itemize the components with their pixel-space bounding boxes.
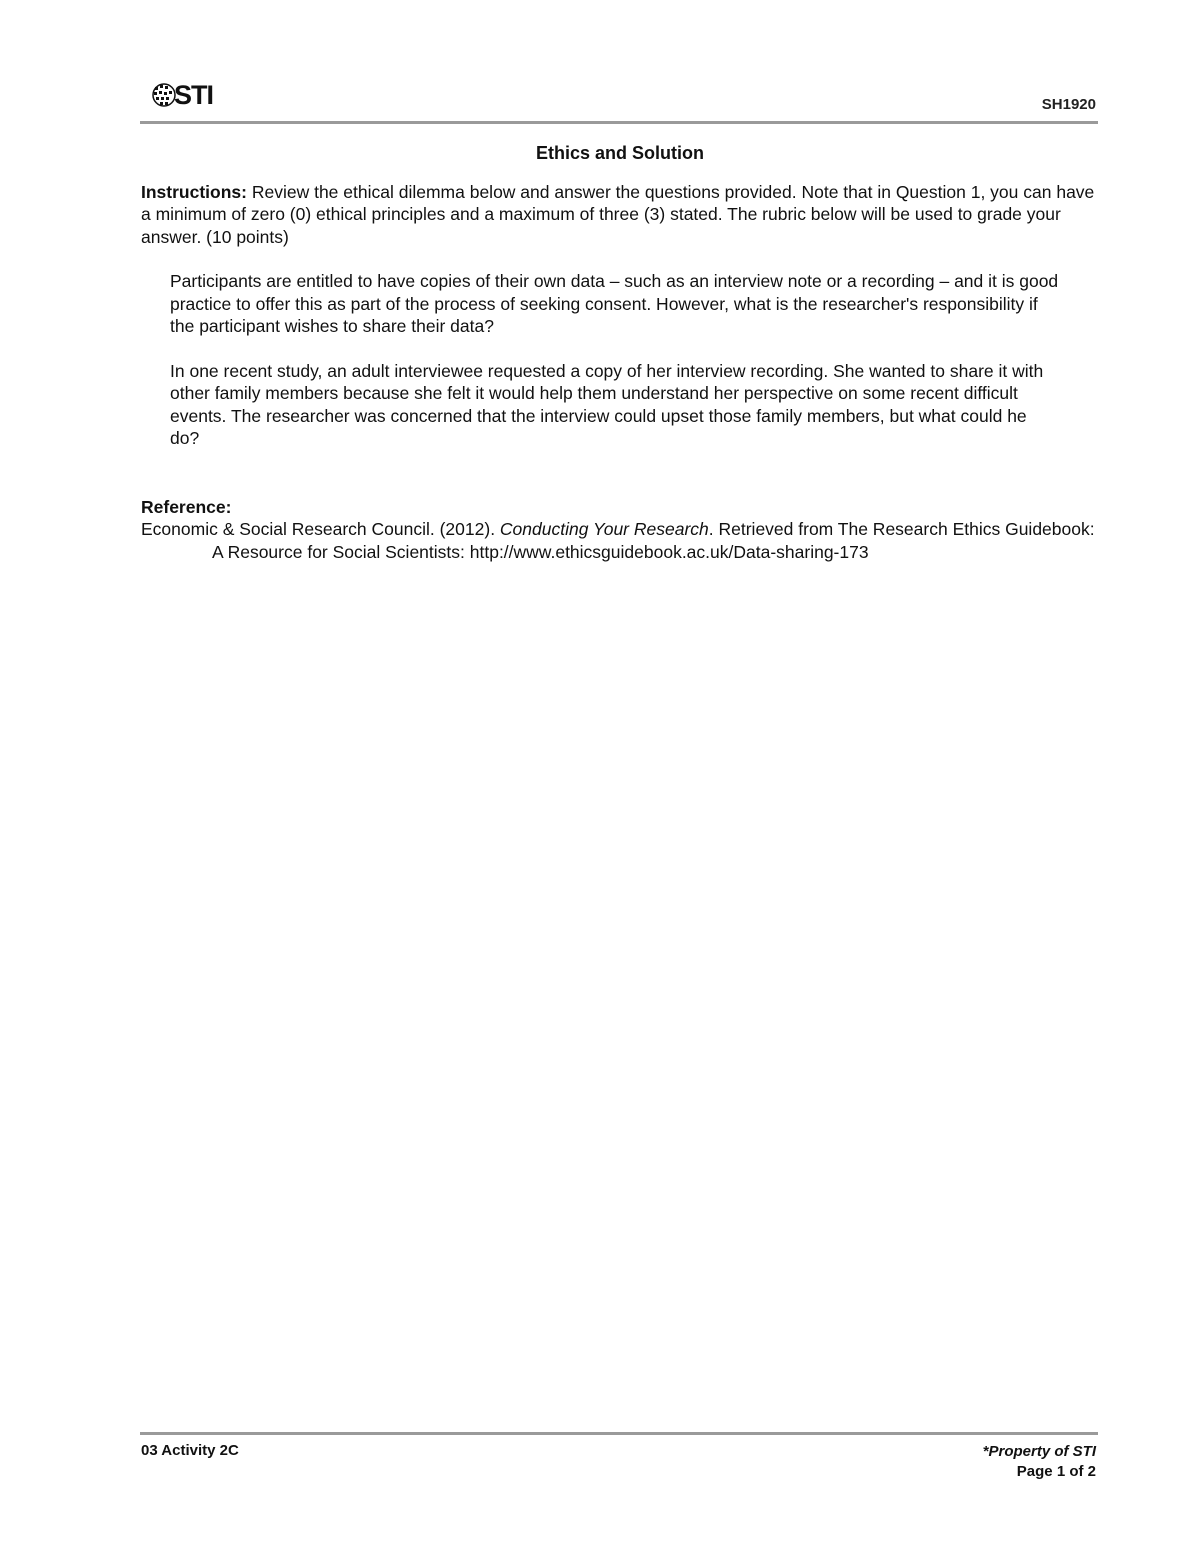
dilemma-paragraph-1: Participants are entitled to have copies of their own data – such as an interview note or a recording – and it is good practice to offer this as part of the process of seeking consent. However, what is the researcher's responsibility if the participant wishes to share their data? [170,271,1059,336]
footer-page-number: Page 1 of 2 [1016,1463,1096,1480]
instructions-paragraph [141,181,1099,249]
reference-rest: . Retrieved from The Research Ethics Guidebook: A Resource for Social Scientists: http://www.ethicsguidebook.ac.uk/Data-sharing-173 [212,519,1095,562]
dilemma-paragraph-2: In one recent study, an adult interviewee requested a copy of her interview recording. She wanted to share it with other family members because she felt it would help them understand her perspective on some recent difficult events. The researcher was concerned that the interview could upset those family members, but what could he do? [170,360,1044,448]
sti-logo [152,80,213,110]
reference-section [141,496,1099,564]
footer-activity: 03 Activity 2C [141,1442,239,1459]
instructions-label: Instructions: [141,181,247,202]
footer-right [983,1442,1096,1482]
document-body [141,142,1099,563]
reference-author: Economic & Social Research Council. (2012). [141,519,500,539]
page-title: Ethics and Solution [535,143,704,163]
document-code: SH1920 [1041,96,1096,113]
header-divider [140,121,1098,124]
footer-property: *Property of STI [982,1443,1096,1460]
instructions-text: Review the ethical dilemma below and answer the questions provided. Note that in Question 1, you can have a minimum of zero (0) ethical principles and a maximum of three (3) stated. The rubric below will be used to grade your answer. (10 points) [141,181,1095,247]
footer-divider [140,1432,1098,1435]
reference-work-title: Conducting Your Research [499,519,709,539]
globe-icon [152,83,176,107]
logo-text: STI [174,80,214,110]
reference-entry [141,518,1099,563]
reference-label: Reference: [141,496,232,517]
